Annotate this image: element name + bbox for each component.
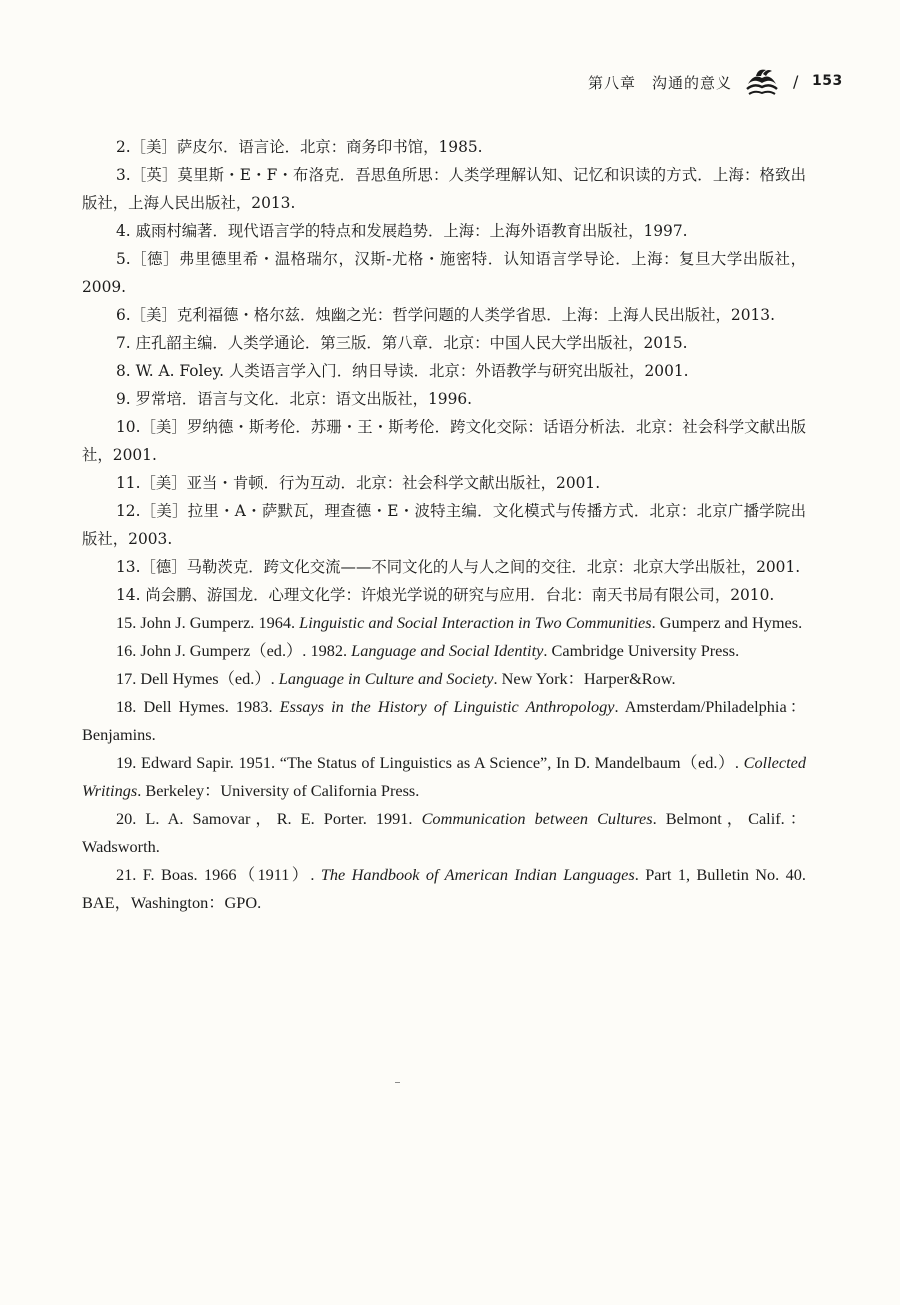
reference-prefix: 16. John J. Gumperz（ed.）. 1982. (116, 641, 352, 660)
header-separator: / (793, 72, 799, 91)
reference-suffix: . New York：Harper&Row. (493, 669, 676, 688)
reference-item (82, 637, 806, 665)
reference-item (82, 609, 806, 637)
reference-prefix: 21. F. Boas. 1966（1911）. (116, 865, 321, 884)
reference-item (82, 861, 806, 917)
reference-item: 2.［美］萨皮尔．语言论．北京：商务印书馆，1985. (116, 138, 483, 156)
reference-item: 7. 庄孔韶主编．人类学通论．第三版．第八章．北京：中国人民大学出版社，2015. (116, 334, 688, 352)
reference-suffix: . Berkeley：University of California Press. (137, 781, 420, 800)
running-header (0, 64, 900, 100)
reference-item (82, 665, 806, 693)
reference-item: 3.［英］莫里斯・E・F・布洛克．吾思鱼所思：人类学理解认知、记忆和识读的方式．上海：格致出版社，上海人民出版社，2013. (82, 166, 806, 212)
reference-suffix: . Belmont，Calif.：Wadsworth. (82, 809, 806, 856)
reference-list (82, 133, 806, 917)
reference-item: 9. 罗常培．语言与文化．北京：语文出版社，1996. (116, 390, 473, 408)
reference-item: 12.［美］拉里・A・萨默瓦，理查德・E・波特主编．文化模式与传播方式．北京：北京广播学院出版社，2003. (82, 502, 806, 548)
reference-suffix: . Part 1, Bulletin No. 40. BAE，Washington：GPO. (82, 865, 807, 912)
reference-item: 8. W. A. Foley. 人类语言学入门．纳日导读．北京：外语教学与研究出版社，2001. (116, 362, 689, 380)
reference-item (82, 805, 806, 861)
reference-item: 4. 戚雨村编著．现代语言学的特点和发展趋势．上海：上海外语教育出版社，1997. (116, 222, 688, 240)
reference-item: 13.［德］马勒茨克．跨文化交流——不同文化的人与人之间的交往．北京：北京大学出版社，2001. (116, 558, 801, 576)
reference-title: Language and Social Identity (351, 641, 544, 660)
reference-title: Communication between Cultures (421, 809, 653, 828)
reference-item: 10.［美］罗纳德・斯考伦．苏珊・王・斯考伦．跨文化交际：话语分析法．北京：社会科学文献出版社，2001. (82, 418, 806, 464)
reference-prefix: 18. Dell Hymes. 1983. (116, 697, 280, 716)
reference-item: 5.［德］弗里德里希・温格瑞尔，汉斯-尤格・施密特．认知语言学导论．上海：复旦大学出版社，2009. (82, 250, 806, 296)
chapter-title: 第八章 沟通的意义 (587, 74, 732, 92)
reference-prefix: 19. Edward Sapir. 1951. “The Status of Linguistics as A Science”, In D. Mandelbaum（ed.）. (116, 753, 744, 772)
reference-item (82, 693, 806, 749)
reference-title: Collected Writings (82, 753, 806, 800)
reference-title: Language in Culture and Society (278, 669, 494, 688)
reference-prefix: 17. Dell Hymes（ed.）. (116, 669, 279, 688)
reference-item: 14. 尚会鹏、游国龙．心理文化学：许烺光学说的研究与应用．台北：南天书局有限公司，2010. (116, 586, 775, 604)
reference-title: The Handbook of American Indian Languages (320, 865, 635, 884)
reference-prefix: 15. John J. Gumperz. 1964. (116, 613, 300, 632)
reference-suffix: . Cambridge University Press. (543, 641, 740, 660)
reference-item: 11.［美］亚当・肯顿．行为互动．北京：社会科学文献出版社，2001. (116, 474, 601, 492)
reference-title: Essays in the History of Linguistic Anthropology (279, 697, 615, 716)
reference-prefix: 20. L. A. Samovar，R. E. Porter. 1991. (116, 809, 422, 828)
reference-suffix: . Amsterdam/Philadelphia：Benjamins. (82, 697, 806, 744)
reference-suffix: . Gumperz and Hymes. (651, 613, 803, 632)
reference-item (82, 749, 806, 805)
print-mark (395, 1082, 400, 1083)
page-number: 153 (812, 73, 843, 89)
reference-title: Linguistic and Social Interaction in Two Communities (299, 613, 652, 632)
book-wave-logo-icon (745, 64, 779, 98)
reference-item: 6.［美］克利福德・格尔兹．烛幽之光：哲学问题的人类学省思．上海：上海人民出版社，2013. (116, 306, 775, 324)
